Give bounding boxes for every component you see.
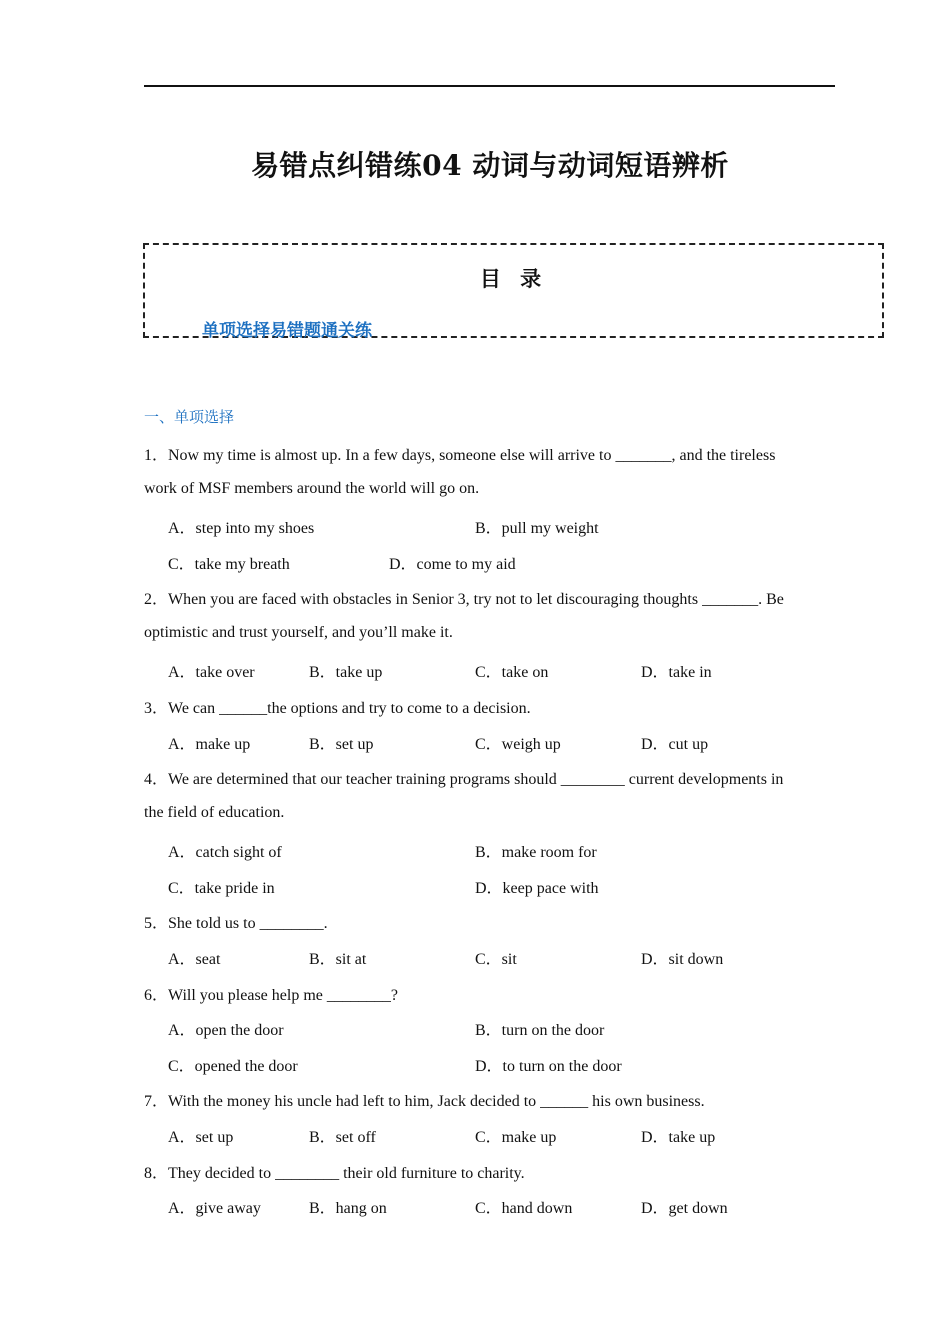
q6-option-a[interactable]: A．open the door: [168, 1022, 284, 1039]
q5-option-d[interactable]: D．sit down: [641, 951, 724, 968]
q3-option-a[interactable]: A．make up: [168, 736, 251, 753]
q5-option-c[interactable]: C．sit: [475, 951, 517, 968]
q1-option-b[interactable]: B．pull my weight: [475, 520, 599, 537]
header-rule: [144, 85, 835, 87]
q7-option-c[interactable]: C．make up: [475, 1129, 557, 1146]
q5-option-b[interactable]: B．sit at: [309, 951, 367, 968]
q3-option-d[interactable]: D．cut up: [641, 736, 709, 753]
q6-option-c[interactable]: C．opened the door: [168, 1058, 298, 1075]
question-5-line-1: 5．She told us to ________.: [144, 915, 328, 932]
q8-option-d[interactable]: D．get down: [641, 1200, 728, 1217]
toc-link-single-choice[interactable]: 单项选择易错题通关练: [202, 321, 372, 341]
q6-option-d[interactable]: D．to turn on the door: [475, 1058, 622, 1075]
q3-option-c[interactable]: C．weigh up: [475, 736, 561, 753]
question-4-line-2: the field of education.: [144, 804, 285, 821]
q7-option-d[interactable]: D．take up: [641, 1129, 716, 1146]
question-4-line-1: 4．We are determined that our teacher training programs should ________ current developments in: [144, 771, 784, 788]
q1-option-c[interactable]: C．take my breath: [168, 556, 290, 573]
q2-option-b[interactable]: B．take up: [309, 664, 383, 681]
q2-option-d[interactable]: D．take in: [641, 664, 712, 681]
q4-option-a[interactable]: A．catch sight of: [168, 844, 282, 861]
question-3-line-1: 3．We can ______the options and try to come to a decision.: [144, 700, 531, 717]
q8-option-b[interactable]: B．hang on: [309, 1200, 387, 1217]
q8-option-c[interactable]: C．hand down: [475, 1200, 573, 1217]
q7-option-b[interactable]: B．set off: [309, 1129, 376, 1146]
q2-option-a[interactable]: A．take over: [168, 664, 255, 681]
question-8-line-1: 8．They decided to ________ their old furniture to charity.: [144, 1165, 525, 1182]
table-of-contents: [143, 243, 884, 341]
q3-option-b[interactable]: B．set up: [309, 736, 374, 753]
q4-option-d[interactable]: D．keep pace with: [475, 880, 599, 897]
section-heading: 一、单项选择: [144, 408, 235, 426]
question-1-line-1: 1．Now my time is almost up. In a few days, someone else will arrive to _______, and the tireless: [144, 447, 776, 464]
q1-option-d[interactable]: D．come to my aid: [389, 556, 516, 573]
q4-option-b[interactable]: B．make room for: [475, 844, 597, 861]
question-6-line-1: 6．Will you please help me ________?: [144, 987, 398, 1004]
q4-option-c[interactable]: C．take pride in: [168, 880, 275, 897]
q2-option-c[interactable]: C．take on: [475, 664, 549, 681]
q7-option-a[interactable]: A．set up: [168, 1129, 234, 1146]
page-title: 易错点纠错练04 动词与动词短语辨析: [251, 149, 729, 182]
q8-option-a[interactable]: A．give away: [168, 1200, 261, 1217]
question-2-line-1: 2．When you are faced with obstacles in Senior 3, try not to let discouraging thoughts _______. Be: [144, 591, 784, 608]
q6-option-b[interactable]: B．turn on the door: [475, 1022, 605, 1039]
question-2-line-2: optimistic and trust yourself, and you’ll make it.: [144, 624, 453, 641]
question-7-line-1: 7．With the money his uncle had left to him, Jack decided to ______ his own business.: [144, 1093, 705, 1110]
q5-option-a[interactable]: A．seat: [168, 951, 221, 968]
toc-heading: 目 录: [479, 267, 548, 291]
question-1-line-2: work of MSF members around the world will go on.: [144, 480, 480, 497]
q1-option-a[interactable]: A．step into my shoes: [168, 520, 315, 537]
